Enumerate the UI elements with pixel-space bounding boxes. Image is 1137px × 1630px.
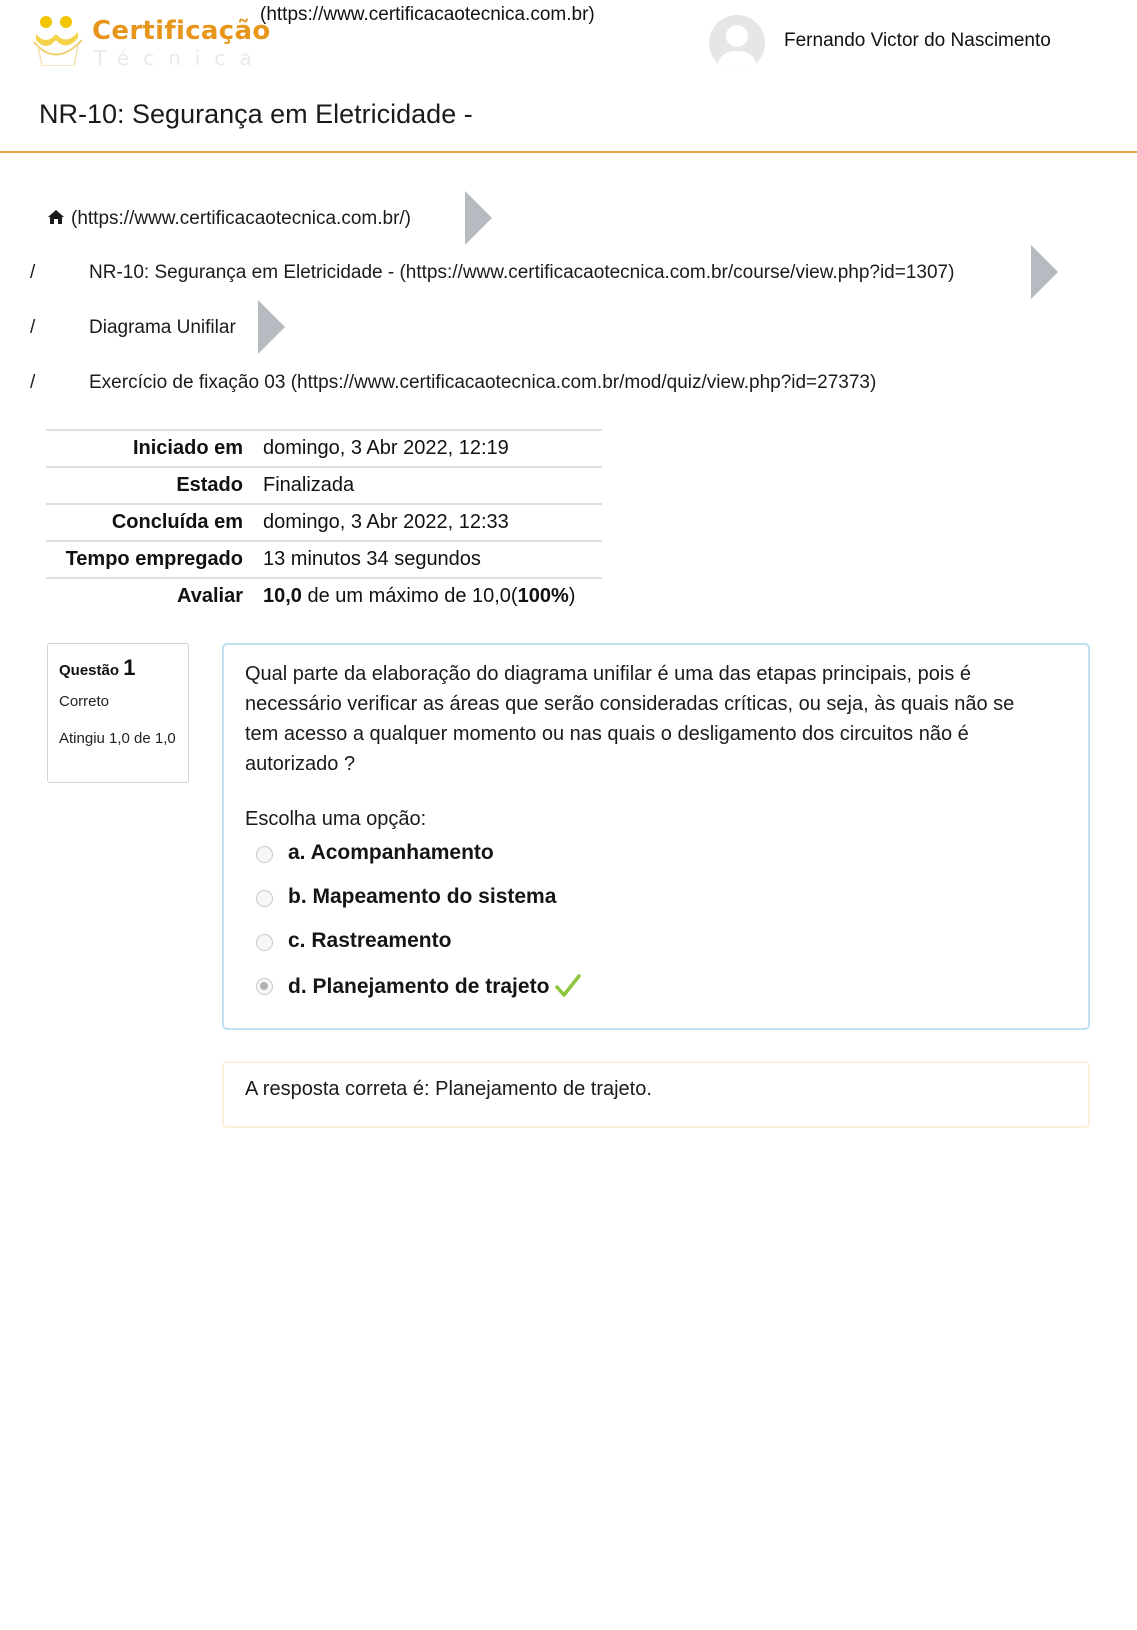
summary-value: 13 minutos 34 segundos — [263, 548, 481, 570]
breadcrumb-arrow-icon — [465, 191, 492, 245]
user-name[interactable]: Fernando Victor do Nascimento — [784, 30, 1051, 51]
summary-label: Concluída em — [111, 511, 243, 533]
site-logo[interactable] — [30, 8, 271, 70]
logo-subtext: Técnica — [94, 46, 266, 70]
summary-label: Estado — [176, 474, 243, 496]
breadcrumb-arrow-icon — [1031, 245, 1058, 299]
correct-answer-feedback: A resposta correta é: Planejamento de trajeto. — [245, 1078, 652, 1100]
summary-value: domingo, 3 Abr 2022, 12:19 — [263, 437, 509, 459]
answer-prompt: Escolha uma opção: — [245, 808, 427, 830]
attempt-summary-table — [46, 429, 602, 614]
home-icon — [47, 209, 65, 225]
page-header — [0, 0, 1137, 155]
breadcrumb-home[interactable] — [47, 208, 411, 230]
breadcrumb-course[interactable]: NR-10: Segurança em Eletricidade - (https://www.certificacaotecnica.com.br/course/view.php?id=1307) — [89, 262, 955, 283]
breadcrumb-quiz[interactable]: Exercício de fixação 03 (https://www.certificacaotecnica.com.br/mod/quiz/view.php?id=27373) — [89, 372, 877, 393]
question-number: 1 — [123, 655, 136, 680]
breadcrumb-arrow-icon — [258, 300, 285, 354]
user-avatar[interactable] — [709, 15, 765, 71]
option-label: b. Mapeamento do sistema — [288, 885, 557, 908]
question-text: Qual parte da elaboração do diagrama unifilar é uma das etapas principais, pois é necessário verificar as áreas que serão consideradas críticas, ou seja, às quais não se tem acesso a qualquer momento ou nas quais o desligamento dos circuitos não é autorizado ? — [245, 663, 1015, 775]
summary-row-started — [46, 429, 602, 466]
option-label-text: d. Planejamento de trajeto — [288, 975, 550, 998]
question-info-box — [47, 643, 189, 783]
breadcrumb-separator: / — [30, 317, 36, 338]
feedback-box — [222, 1061, 1090, 1128]
question-grade: Atingiu 1,0 de 1,0 — [59, 730, 176, 747]
grade-middle: de um máximo de 10,0( — [301, 585, 518, 607]
option-label: a. Acompanhamento — [288, 841, 494, 864]
breadcrumb-home-label: (https://www.certificacaotecnica.com.br/) — [71, 208, 411, 229]
summary-value: Finalizada — [263, 474, 355, 496]
page-title: NR-10: Segurança em Eletricidade - — [39, 99, 473, 129]
question-label: Questão — [59, 662, 120, 679]
summary-row-time — [46, 540, 602, 577]
logo-text: Certificação — [92, 16, 271, 46]
question-state: Correto — [59, 693, 110, 710]
radio-button[interactable] — [256, 934, 273, 951]
question-number-label — [59, 655, 135, 681]
user-placeholder-icon — [709, 15, 765, 71]
breadcrumb-separator: / — [30, 262, 36, 283]
summary-label: Tempo empregado — [65, 548, 243, 570]
summary-row-grade — [46, 577, 602, 614]
radio-button[interactable] — [256, 846, 273, 863]
grade-score: 10,0 — [263, 585, 302, 607]
breadcrumb-section[interactable]: Diagrama Unifilar — [89, 317, 236, 338]
summary-row-state — [46, 466, 602, 503]
header-divider — [0, 151, 1137, 153]
summary-label: Iniciado em — [132, 437, 243, 459]
summary-value: domingo, 3 Abr 2022, 12:33 — [263, 511, 509, 533]
site-url-link[interactable]: (https://www.certificacaotecnica.com.br) — [260, 4, 595, 25]
radio-button-selected[interactable] — [256, 978, 273, 995]
summary-row-completed — [46, 503, 602, 540]
people-logo-icon — [32, 12, 84, 66]
option-label-selected — [288, 973, 581, 999]
option-label: c. Rastreamento — [288, 929, 452, 952]
summary-value — [263, 585, 575, 608]
check-icon — [555, 973, 581, 999]
question-content-box — [222, 643, 1090, 1030]
radio-button[interactable] — [256, 890, 273, 907]
summary-label: Avaliar — [177, 585, 243, 607]
breadcrumb-separator: / — [30, 372, 36, 393]
grade-end: ) — [568, 585, 576, 607]
grade-percent: 100% — [517, 585, 569, 607]
